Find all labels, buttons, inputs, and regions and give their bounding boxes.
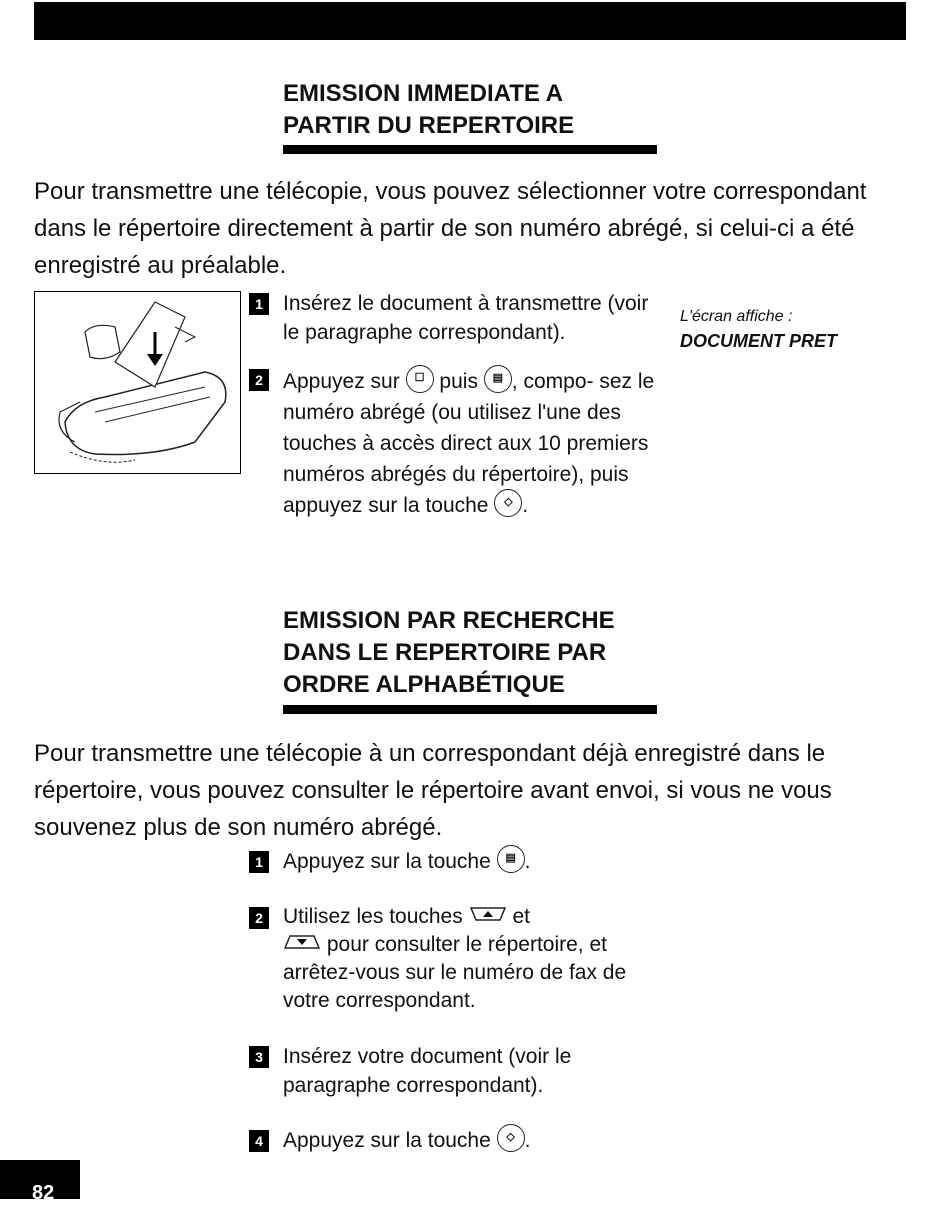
section2-heading-line1: EMISSION PAR RECHERCHE xyxy=(283,607,615,634)
screen-label: L'écran affiche : xyxy=(680,308,793,325)
step-number: 1 xyxy=(249,293,269,315)
fax-machine-illustration xyxy=(34,291,241,474)
step-number: 1 xyxy=(249,851,269,873)
section2-step2-text: Utilisez les touches et pour consulter le répertoire, et arrêtez-vous sur le numéro de fax de votre correspondant. xyxy=(283,905,627,1012)
section1-step2-text: Appuyez sur ☐ puis ▤ , compo- sez le numéro abrégé (ou utilisez l'une des touches à accès direct aux 10 premiers numéros abrégés du répertoire), puis appuyez sur la touche ◇ . xyxy=(283,366,663,521)
speaker-icon: ☐ xyxy=(406,365,434,393)
phonebook-icon: ▤ xyxy=(484,365,512,393)
arrow-up-key-icon xyxy=(469,905,507,923)
header-bar xyxy=(34,2,906,40)
step-number: 4 xyxy=(249,1130,269,1152)
step-number: 3 xyxy=(249,1046,269,1068)
step-number: 2 xyxy=(249,907,269,929)
section1-heading-line2: PARTIR DU REPERTOIRE xyxy=(283,112,575,139)
phonebook-icon: ▤ xyxy=(497,845,525,873)
section2-heading xyxy=(283,605,615,701)
section2-rule xyxy=(283,705,657,714)
step-number: 2 xyxy=(249,369,269,391)
start-icon: ◇ xyxy=(494,489,522,517)
section2-intro: Pour transmettre une télécopie à un correspondant déjà enregistré dans le répertoire, vous pouvez consulter le répertoire avant envoi, si vous ne vous souvenez plus de son numéro abrégé. xyxy=(34,740,832,841)
section2-step1-text: Appuyez sur la touche ▤ . xyxy=(283,846,663,877)
section2-heading-line3: ORDRE ALPHABÉTIQUE xyxy=(283,671,565,698)
section1-heading xyxy=(283,78,574,142)
start-icon: ◇ xyxy=(497,1124,525,1152)
screen-value: DOCUMENT PRET xyxy=(680,331,837,351)
page-number: 82 xyxy=(0,1160,80,1199)
section2-step3-text: Insérez votre document (voir le paragraphe correspondant). xyxy=(283,1045,572,1097)
section2-heading-line2: DANS LE REPERTOIRE PAR xyxy=(283,639,607,666)
section2-step4-text: Appuyez sur la touche ◇ . xyxy=(283,1126,663,1156)
screen-display-note xyxy=(680,305,837,355)
section1-intro: Pour transmettre une télécopie, vous pouvez sélectionner votre correspondant dans le répertoire directement à partir de son numéro abrégé, si celui-ci a été enregistré au préalable. xyxy=(34,178,867,279)
section1-step1-text: Insérez le document à transmettre (voir le paragraphe correspondant). xyxy=(283,292,649,344)
section1-heading-line1: EMISSION IMMEDIATE A xyxy=(283,80,564,107)
arrow-down-key-icon xyxy=(283,933,321,951)
section1-rule xyxy=(283,145,657,154)
